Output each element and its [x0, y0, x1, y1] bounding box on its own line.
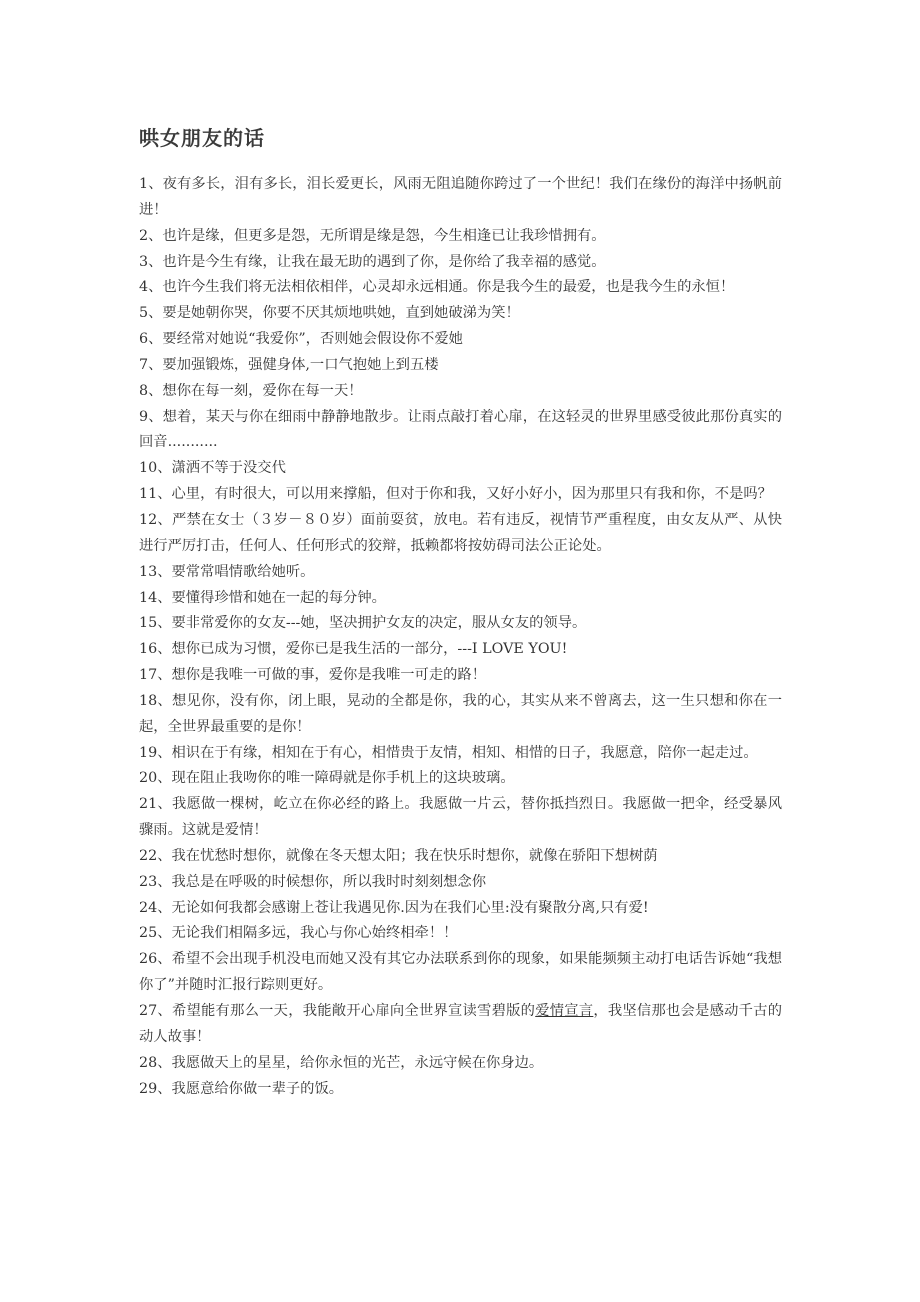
- quote-item: [139, 999, 782, 1051]
- quote-item: 11、心里，有时很大，可以用来撑船，但对于你和我，又好小好小，因为那里只有我和你，不是吗？: [139, 486, 772, 503]
- quote-item: 1、夜有多长，泪有多长，泪长爱更长，风雨无阻追随你跨过了一个世纪！我们在缘份的海洋中扬帆前进！: [139, 176, 782, 218]
- quote-item: 2、也许是缘，但更多是怨，无所谓是缘是怨，今生相逢已让我珍惜拥有。: [139, 227, 606, 244]
- quote-item: 4、也许今生我们将无法相依相伴，心灵却永远相通。你是我今生的最爱，也是我今生的永恒！: [139, 279, 735, 296]
- quote-item: 12、严禁在女士（３岁－８０岁）面前耍贫，放电。若有违反，视情节严重程度，由女友从严、从快进行严厉打击，任何人、任何形式的狡辩，抵赖都将按妨碍司法公正论处。: [139, 511, 782, 554]
- quote-item: 7、要加强锻炼，强健身体,一口气抱她上到五楼: [139, 356, 439, 373]
- quote-item: 24、无论如何我都会感谢上苍让我遇见你.因为在我们心里:没有聚散分离,只有爱!: [139, 899, 649, 916]
- quote-item: 17、想你是我唯一可做的事，爱你是我唯一可走的路！: [139, 667, 487, 684]
- quote-text-after: ，我坚信那也会是感动千古的动人故事！: [139, 1003, 783, 1045]
- document-title: 哄女朋友的话: [139, 126, 265, 150]
- quote-item: 22、我在忧愁时想你，就像在冬天想太阳；我在快乐时想你，就像在骄阳下想树荫: [139, 847, 658, 864]
- quote-item: 6、要经常对她说“我爱你”，否则她会假设你不爱她: [139, 331, 463, 348]
- quote-item: 13、要常常唱情歌给她听。: [139, 563, 315, 580]
- quote-item: 9、想着，某天与你在细雨中静静地散步。让雨点敲打着心扉，在这轻灵的世界里感受彼此那份真实的回音...........: [139, 408, 782, 451]
- quote-item: 23、我总是在呼吸的时候想你，所以我时时刻刻想念你: [139, 873, 487, 890]
- quote-item: 28、我愿做天上的星星，给你永恒的光芒，永远守候在你身边。: [139, 1054, 544, 1071]
- quote-item: 16、想你已成为习惯，爱你已是我生活的一部分，---I LOVE YOU!: [139, 641, 568, 658]
- quote-item: 29、我愿意给你做一辈子的饭。: [139, 1080, 344, 1097]
- quote-item: 10、潇洒不等于没交代: [139, 460, 286, 477]
- quote-list: [139, 172, 782, 1102]
- quote-item: 8、想你在每一刻，爱你在每一天！: [139, 382, 363, 399]
- quote-item: 18、想见你，没有你，闭上眼，晃动的全都是你，我的心，其实从来不曾离去，这一生只想和你在一起，全世界最重要的是你！: [139, 692, 782, 735]
- quote-item: 21、我愿做一棵树，屹立在你必经的路上。我愿做一片云，替你抵挡烈日。我愿做一把伞，经受暴风骤雨。这就是爱情！: [139, 796, 782, 839]
- quote-item: 14、要懂得珍惜和她在一起的每分钟。: [139, 589, 386, 606]
- quote-text-before: 27、希望能有那么一天，我能敞开心扉向全世界宣读雪碧版的: [139, 1003, 536, 1019]
- quote-item: 19、相识在于有缘，相知在于有心，相惜贵于友情，相知、相惜的日子，我愿意，陪你一起走过。: [139, 744, 758, 761]
- quote-item: 3、也许是今生有缘，让我在最无助的遇到了你，是你给了我幸福的感觉。: [139, 253, 606, 270]
- quote-item: 5、要是她朝你哭，你要不厌其烦地哄她，直到她破涕为笑！: [139, 305, 520, 322]
- quote-item: 15、要非常爱你的女友---她，坚决拥护女友的决定，服从女友的领导。: [139, 615, 587, 632]
- love-declaration-link[interactable]: 爱情宣言: [535, 1003, 594, 1019]
- quote-item: 25、无论我们相隔多远，我心与你心始终相牵！！: [139, 925, 458, 942]
- quote-item: 20、现在阻止我吻你的唯一障碍就是你手机上的这块玻璃。: [139, 770, 515, 787]
- quote-item: 26、希望不会出现手机没电而她又没有其它办法联系到你的现象，如果能频频主动打电话告诉她“我想你了”并随时汇报行踪则更好。: [139, 951, 782, 994]
